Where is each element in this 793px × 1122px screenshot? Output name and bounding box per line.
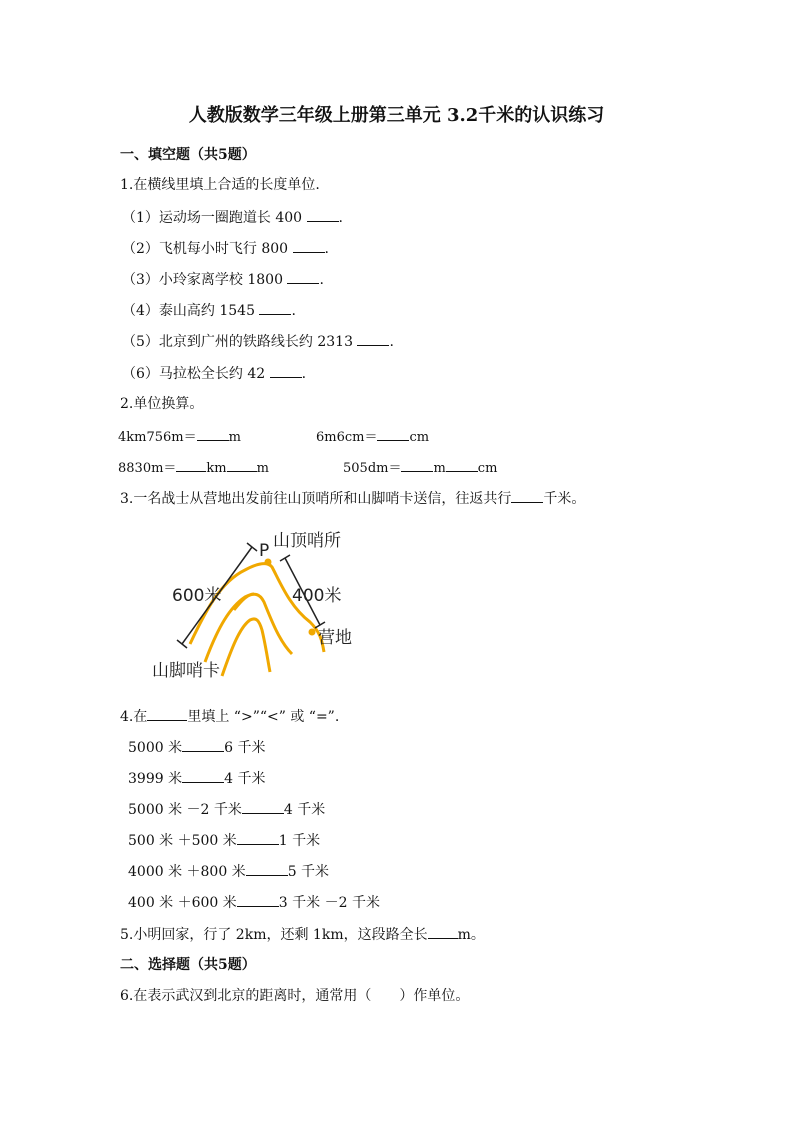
q1-item-2-end: .	[324, 241, 329, 257]
q1-item-4	[122, 301, 296, 320]
q1-stem: 1.在横线里填上合适的长度单位.	[120, 177, 320, 193]
q4-item-5	[128, 862, 329, 881]
q1-item-4-text: （4）泰山高约 1545	[122, 303, 260, 319]
q1-item-3	[122, 270, 324, 289]
q1-item-1-end: .	[338, 210, 343, 226]
answer-blank[interactable]	[428, 925, 458, 939]
q5-stem	[120, 925, 485, 944]
q4-item-1	[128, 738, 265, 757]
q4-item-3	[128, 800, 325, 819]
mountain-contour-outer	[190, 564, 324, 652]
q4-item-1-right: 6 千米	[224, 740, 266, 756]
q4-stem-rest: 里填上 “>”“<” 或 “=”.	[187, 709, 340, 725]
q4-item-2	[128, 769, 265, 788]
q1-item-3-text: （3）小玲家离学校 1800	[122, 272, 288, 288]
q1-item-6	[122, 364, 306, 383]
q2-r1a-unit: m	[228, 430, 241, 445]
q4-item-5-left: 4000 米 ＋800 米	[128, 864, 246, 880]
answer-blank[interactable]	[197, 427, 229, 441]
stem-blank	[147, 707, 187, 721]
q4-item-2-right: 4 千米	[224, 771, 266, 787]
q2-row1-left	[118, 427, 241, 447]
q4-item-4	[128, 831, 320, 850]
left-distance-tick-top	[247, 543, 257, 551]
answer-blank[interactable]	[227, 458, 257, 472]
q1-item-5-end: .	[389, 334, 394, 350]
q2-r2a-unit2: m	[256, 461, 269, 476]
q5-stem-unit: m。	[457, 927, 485, 943]
foot-label: 山脚哨卡	[152, 661, 220, 681]
q1-item-2-text: （2）飞机每小时飞行 800	[122, 241, 293, 257]
q4-item-5-right: 5 千米	[287, 864, 330, 880]
answer-blank[interactable]	[176, 458, 206, 472]
q1-item-5	[122, 332, 394, 351]
q4-item-1-left: 5000 米	[128, 740, 183, 756]
camp-point-marker	[309, 629, 316, 636]
page-title: 人教版数学三年级上册第三单元 3.2千米的认识练习	[188, 105, 605, 126]
left-distance-label: 600米	[172, 586, 222, 606]
answer-blank[interactable]	[446, 458, 478, 472]
q4-stem-text: 4.在	[120, 709, 148, 725]
q2-r1a-text: 4km756m＝	[118, 430, 197, 445]
q1-item-6-text: （6）马拉松全长约 42	[122, 366, 270, 382]
q2-stem: 2.单位换算。	[120, 396, 204, 412]
right-distance-label: 400米	[292, 586, 342, 606]
mountain-diagram	[150, 522, 370, 687]
answer-blank[interactable]	[511, 489, 543, 503]
answer-blank[interactable]	[307, 208, 339, 222]
q1-item-2	[122, 239, 329, 258]
compare-blank[interactable]	[237, 893, 279, 907]
answer-blank[interactable]	[287, 270, 319, 284]
q1-item-5-text: （5）北京到广州的铁路线长约 2313	[122, 334, 358, 350]
q3-stem-unit: 千米。	[543, 491, 586, 507]
section-heading-choice: 二、选择题（共5题）	[120, 957, 256, 973]
answer-blank[interactable]	[270, 364, 302, 378]
answer-blank[interactable]	[357, 332, 389, 346]
q2-r2a-text: 8830m＝	[118, 461, 177, 476]
q2-r2b-unit1: m	[433, 461, 446, 476]
compare-blank[interactable]	[237, 831, 279, 845]
q1-item-1-text: （1）运动场一圈跑道长 400	[122, 210, 307, 226]
q4-item-3-right: 4 千米	[283, 802, 326, 818]
q5-stem-text: 5.小明回家，行了 2km，还剩 1km，这段路全长	[120, 927, 428, 943]
q4-item-6-right: 3 千米 －2 千米	[278, 895, 380, 911]
q3-stem	[120, 489, 585, 508]
q1-item-1	[122, 208, 343, 227]
section-heading-fill-in: 一、填空题（共5题）	[120, 147, 256, 163]
q4-item-6-left: 400 米 ＋600 米	[128, 895, 237, 911]
q1-item-4-end: .	[291, 303, 296, 319]
left-distance-tick-bottom	[177, 640, 187, 648]
answer-blank[interactable]	[401, 458, 433, 472]
q4-item-4-left: 500 米 ＋500 米	[128, 833, 237, 849]
answer-blank[interactable]	[293, 239, 325, 253]
q6-stem: 6.在表示武汉到北京的距离时，通常用（ ）作单位。	[120, 988, 470, 1004]
compare-blank[interactable]	[182, 738, 224, 752]
q2-row2-right	[343, 458, 497, 478]
q2-row2-left	[118, 458, 269, 478]
right-distance-tick-top	[280, 555, 290, 561]
compare-blank[interactable]	[182, 769, 224, 783]
compare-blank[interactable]	[246, 862, 288, 876]
q4-item-4-right: 1 千米	[278, 833, 321, 849]
compare-blank[interactable]	[242, 800, 284, 814]
q2-r1b-text: 6m6cm＝	[316, 430, 378, 445]
q1-item-3-end: .	[319, 272, 324, 288]
q4-item-6	[128, 893, 380, 912]
answer-blank[interactable]	[377, 427, 409, 441]
q2-row1-right	[316, 427, 429, 447]
peak-label: 山顶哨所	[273, 531, 341, 551]
camp-label: 营地	[318, 628, 352, 648]
answer-blank[interactable]	[259, 301, 291, 315]
peak-p-label: P	[259, 541, 270, 561]
q4-item-2-left: 3999 米	[128, 771, 183, 787]
mountain-contour-inner	[222, 619, 270, 676]
q1-item-6-end: .	[301, 366, 307, 382]
q4-item-3-left: 5000 米 －2 千米	[128, 802, 242, 818]
q4-stem	[120, 707, 339, 726]
q2-r2b-text: 505dm＝	[343, 461, 402, 476]
q3-stem-text: 3.一名战士从营地出发前往山顶哨所和山脚哨卡送信，往返共行	[120, 491, 512, 507]
q2-r2b-unit2: cm	[477, 461, 498, 476]
q2-r1b-unit: cm	[409, 430, 430, 445]
q2-r2a-unit1: km	[206, 461, 227, 476]
